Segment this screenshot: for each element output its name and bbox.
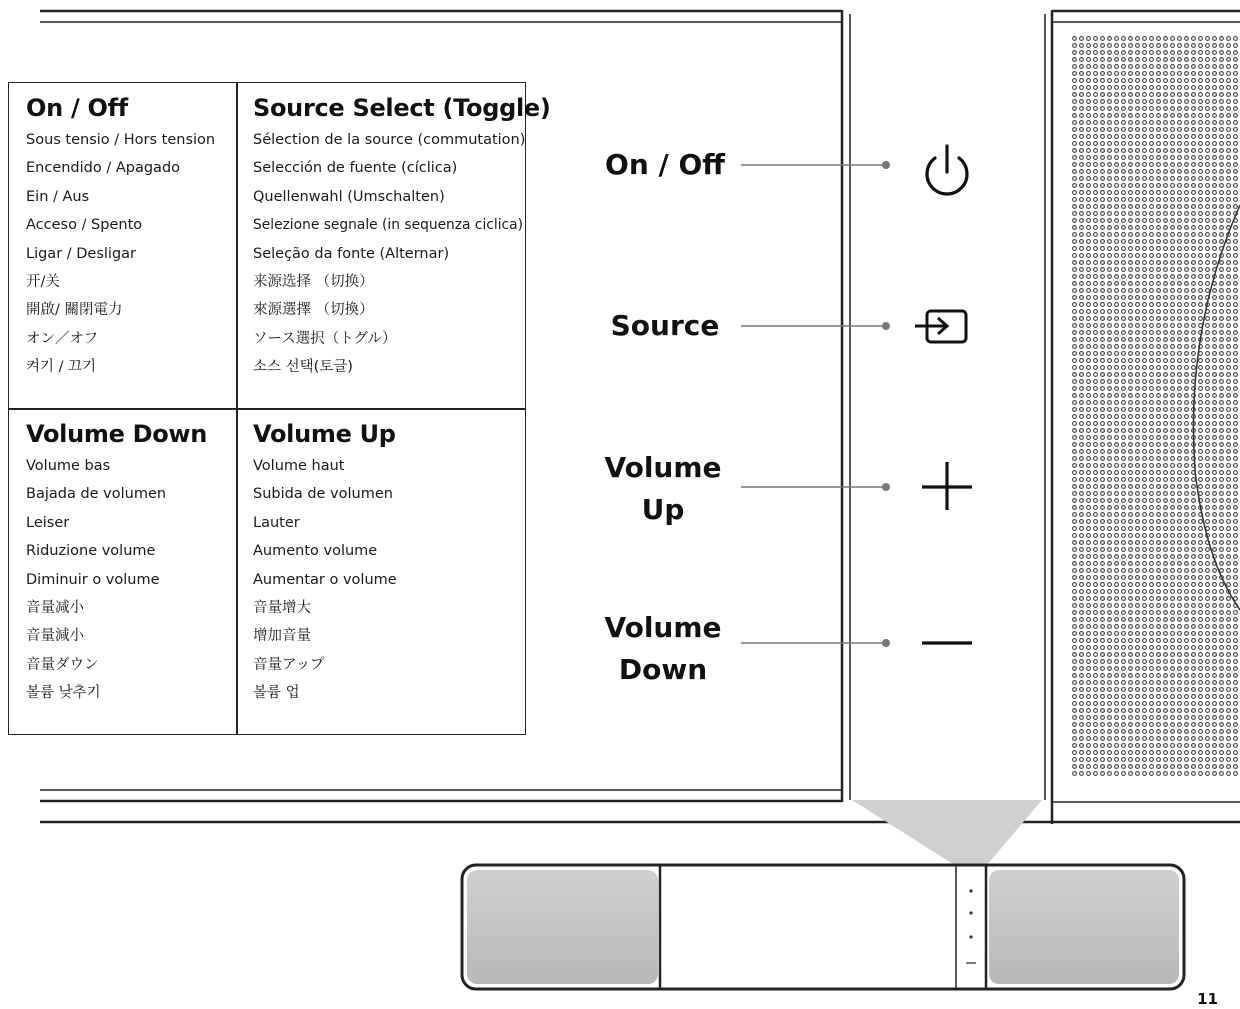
soundbar-overview xyxy=(462,865,1184,989)
source-input-icon[interactable] xyxy=(915,311,966,342)
translation-line: Leiser xyxy=(26,514,70,531)
translation-line: 소스 선택(토글) xyxy=(253,359,353,376)
translation-line: Lauter xyxy=(253,514,300,531)
page-number: 11 xyxy=(1197,990,1218,1008)
callout-label: Up xyxy=(641,493,685,526)
callout-label: Source xyxy=(610,309,720,342)
translation-line: Volume haut xyxy=(253,458,345,474)
translation-line: 開啟/ 關閉電力 xyxy=(26,302,123,319)
translation-line: Bajada de volumen xyxy=(26,486,167,503)
translation-line: Diminuir o volume xyxy=(26,571,160,588)
top-edge-lines xyxy=(40,11,1240,22)
callout-label: Volume xyxy=(604,611,722,644)
translation-line: Quellenwahl (Umschalten) xyxy=(253,188,445,205)
translation-line: Ein / Aus xyxy=(26,188,90,205)
zoom-cone xyxy=(852,800,1042,866)
translation-line: ソース選択（トグル） xyxy=(253,330,397,347)
translation-line: Sélection de la source (commutation) xyxy=(253,132,526,148)
translation-line: Sous tensio / Hors tension xyxy=(26,132,216,148)
translation-line: Encendido / Apagado xyxy=(26,160,181,177)
speaker-grille xyxy=(1072,36,1240,778)
cell-volume-down xyxy=(9,409,236,735)
translation-table xyxy=(8,82,551,735)
translation-line: Seleção da fonte (Alternar) xyxy=(253,245,450,262)
translation-line: 볼륨 업 xyxy=(253,685,300,702)
translation-line: 音量減小 xyxy=(26,628,84,645)
callout-label: On / Off xyxy=(605,148,725,181)
translation-line: Subida de volumen xyxy=(253,486,393,503)
callout-on-off xyxy=(600,144,730,186)
control-panel xyxy=(842,10,1052,824)
callout-label: Volume xyxy=(604,451,722,484)
leader-lines xyxy=(741,161,890,647)
translation-line: 볼륨 낮추기 xyxy=(26,685,101,702)
cell-title: Volume Up xyxy=(253,420,396,448)
translation-line: 来源选择 （切换） xyxy=(253,274,374,291)
translation-line: Aumento volume xyxy=(253,543,378,560)
cell-source-select xyxy=(236,83,551,408)
translation-line: Volume bas xyxy=(26,458,111,474)
cell-title: Volume Down xyxy=(26,420,208,448)
translation-line: 來源選擇 （切換） xyxy=(253,302,374,319)
translation-line: Selezione segnale (in sequenza ciclica) xyxy=(253,217,523,234)
cell-title: On / Off xyxy=(26,94,128,122)
callout-volume-down xyxy=(598,607,728,691)
power-icon[interactable] xyxy=(927,146,967,194)
callout-volume-up xyxy=(598,447,728,531)
translation-line: 音量アップ xyxy=(253,656,325,673)
cell-title: Source Select (Toggle) xyxy=(253,94,551,122)
translation-line: 开/关 xyxy=(26,274,60,291)
translation-line: 音量减小 xyxy=(26,600,84,617)
translation-line: Ligar / Desligar xyxy=(26,245,137,262)
translation-line: Acceso / Spento xyxy=(26,217,143,234)
bottom-edge-lines xyxy=(40,790,1240,822)
translation-line: Aumentar o volume xyxy=(253,571,397,588)
cell-volume-up xyxy=(236,409,526,735)
plus-icon[interactable] xyxy=(922,462,972,510)
cell-on-off xyxy=(9,83,236,408)
translation-line: Selección de fuente (cíclica) xyxy=(253,160,458,177)
translation-line: Riduzione volume xyxy=(26,543,156,560)
translation-line: 켜기 / 끄기 xyxy=(26,359,97,376)
callout-source xyxy=(600,305,730,347)
callout-label: Down xyxy=(618,653,708,686)
translation-line: オン／オフ xyxy=(26,330,99,347)
translation-line: 音量增大 xyxy=(253,600,311,617)
translation-line: 音量ダウン xyxy=(26,656,99,673)
translation-line: 增加音量 xyxy=(253,628,311,645)
